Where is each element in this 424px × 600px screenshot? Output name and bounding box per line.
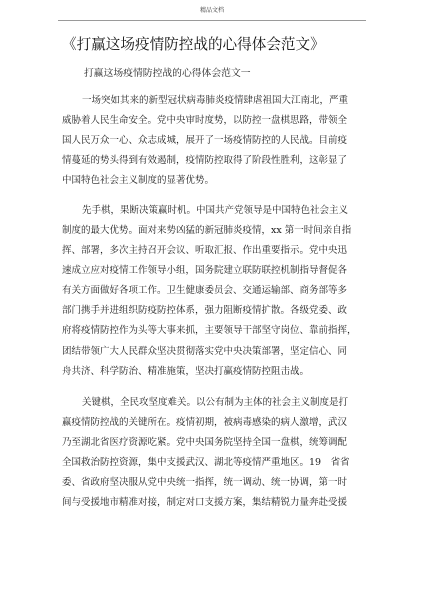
- paragraph-line: 舟共济、科学防治、精准施策，坚决打赢疫情防控阻击战。: [62, 366, 310, 377]
- header-text: 精品文档: [199, 7, 224, 14]
- paragraph-line: 有关方面做好各项工作。卫生健康委员会、交通运输部、商务部等多: [62, 285, 348, 296]
- paragraph-line: 国人民万众一心、众志成城，展开了一场疫情防控的人民战。目前疫: [62, 135, 348, 146]
- paragraph-line: 赢疫情防控战的关键所在。疫情初期，被病毒感染的病人激增，武汉: [62, 417, 348, 428]
- page-header: [58, 0, 366, 21]
- paragraph-line: 制度的最大优势。面对来势凶猛的新冠肺炎疫情，xx 第一时间亲自指: [62, 225, 352, 236]
- paragraph-line: 速成立应对疫情工作领导小组，国务院建立联防联控机制指导督促各: [62, 265, 348, 276]
- document-body: [62, 36, 364, 513]
- document-title: 《打赢这场疫情防控战的心得体会范文》: [62, 36, 325, 53]
- paragraph-1: [62, 91, 364, 191]
- paragraph-line: 委、省政府坚决服从党中央统一指挥，统一调动、统一协调，第一时: [62, 477, 348, 488]
- document-subtitle: 打赢这场疫情防控战的心得体会范文一: [84, 68, 251, 79]
- paragraph-line: 乃至湖北省医疗资源吃紧。党中央国务院坚持全国一盘棋，统筹调配: [62, 437, 348, 448]
- paragraph-line: 一场突如其来的新型冠状病毒肺炎疫情肆虐祖国大江南北，严重: [82, 95, 349, 106]
- paragraph-line: 间与受援地市精准对接，制定对口支援方案，集结精锐力量奔赴受援: [62, 497, 348, 508]
- paragraph-line: 府将疫情防控作为头等大事来抓，主要领导干部坚守岗位、靠前指挥，: [62, 325, 357, 336]
- paragraph-line: 挥、部署，多次主持召开会议、听取汇报、作出重要指示。党中央迅: [62, 245, 348, 256]
- paragraph-line: 关键棋，全民攻坚度难关。以公有制为主体的社会主义制度是打: [82, 397, 349, 408]
- paragraph-line: 情蔓延的势头得到有效遏制，疫情防控取得了阶段性胜利，这彰显了: [62, 155, 348, 166]
- paragraph-4: [62, 393, 364, 513]
- paragraph-line: 全国救治防控资源，集中支援武汉、湖北等疫情严重地区。19 省省: [62, 457, 350, 468]
- paragraph-3: [62, 342, 364, 382]
- paragraph-2: [62, 201, 364, 341]
- paragraph-line: 中国特色社会主义制度的显著优势。: [62, 175, 215, 186]
- paragraph-line: 团结带领广大人民群众坚决贯彻落实党中央决策部署，坚定信心、同: [62, 346, 348, 357]
- paragraph-line: 部门携手并进组织防疫防控体系，强力阻断疫情扩散。各级党委、政: [62, 305, 348, 316]
- paragraph-line: 威胁着人民生命安全。党中央审时度势，以防控一盘棋思路，带领全: [62, 115, 348, 126]
- paragraph-line: 先手棋，果断决策赢时机。中国共产党领导是中国特色社会主义: [82, 205, 349, 216]
